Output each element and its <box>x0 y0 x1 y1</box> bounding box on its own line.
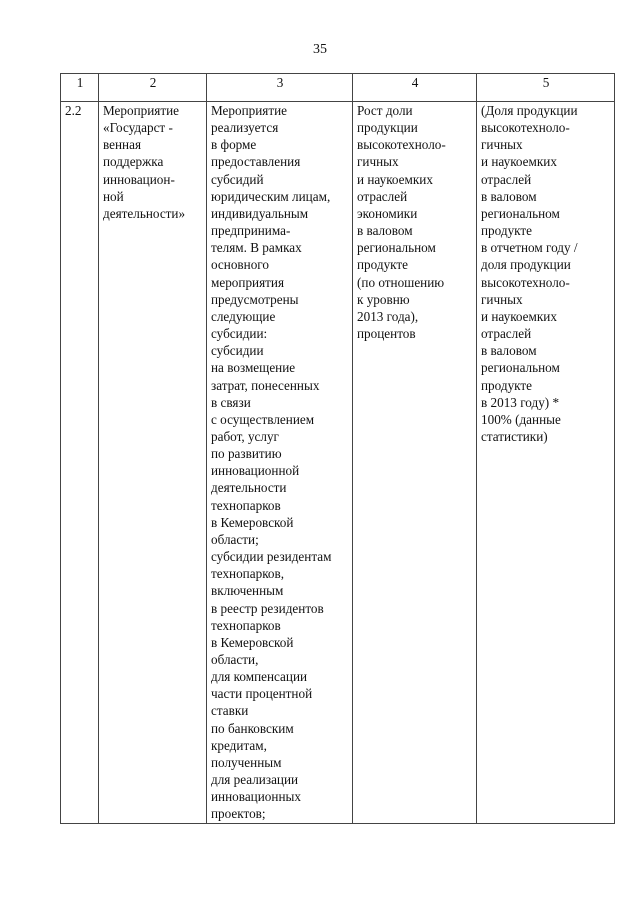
table-row <box>61 102 615 824</box>
indicator-cell <box>353 102 477 824</box>
formula-cell <box>477 102 615 824</box>
row-number-cell <box>61 102 99 824</box>
column-number-4: 4 <box>353 74 477 102</box>
program-table <box>60 73 615 824</box>
measure-name: Мероприятие «Государст - венная поддержка инновацион- ной деятельности» <box>103 103 186 221</box>
column-number-1: 1 <box>61 74 99 102</box>
row-number: 2.2 <box>65 103 82 118</box>
measure-cell <box>99 102 207 824</box>
column-number-3: 3 <box>207 74 353 102</box>
column-number-2: 2 <box>99 74 207 102</box>
table-header-row <box>61 74 615 102</box>
indicator-name: Рост доли продукции высокотехноло- гичных и наукоемких отраслей экономики в валовом региональном продукте (по отношению к уровню 2013 года), процентов <box>357 103 446 342</box>
indicator-formula: (Доля продукции высокотехноло- гичных и наукоемких отраслей в валовом региональном продукте в отчетном году / доля продукции высокотехноло- гичных и наукоемких отраслей в валовом региональном продукте в 2013 году) * 100% (данные статистики) <box>481 103 578 444</box>
description-cell <box>207 102 353 824</box>
column-number-5: 5 <box>477 74 615 102</box>
measure-description: Мероприятие реализуется в форме предоставления субсидий юридическим лицам, индивидуальным предпринима- телям. В рамках основного мероприятия предусмотрены следующие субсидии: субсидии на возмещение затрат, понесенных в связи с осуществлением работ, услуг по развитию инновационной деятельности технопарков в Кемеровской области; субсидии резидентам технопарков, включенным в реестр резидентов технопарков в Кемеровской области, для компенсации части процентной ставки по банковским кредитам, полученным для реализации инновационных проектов; <box>211 103 332 822</box>
page-number: 35 <box>313 42 327 57</box>
